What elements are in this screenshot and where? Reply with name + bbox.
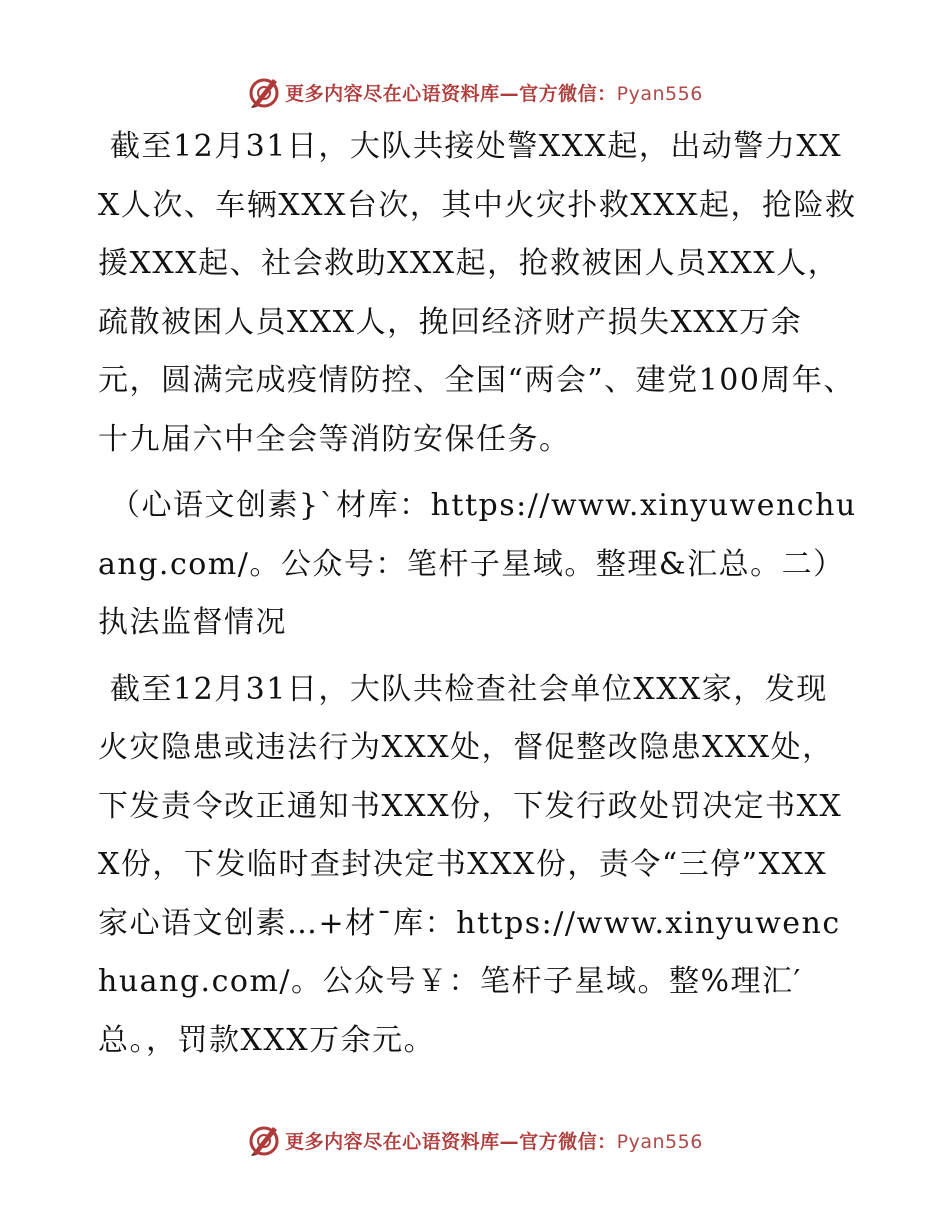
footer-wechat-handle: Pyan556 [616,1130,703,1153]
paragraph-section-heading: （心语文创素}`材库：https://www.xinyuwenchuang.com/。公众号：笔杆子星域。整理&汇总。二）执法监督情况 [98,488,857,640]
paragraph-alarm-response: 截至12月31日，大队共接处警XXX起，出动警力XXX人次、车辆XXX台次，其中火灾扑救XXX起，抢险救援XXX起、社会救助XXX起，抢救被困人员XXX人，疏散被困人员XXX人，挽回经济财产损失XXX万余元，圆满完成疫情防控、全国“两会”、建党100周年、十九届六中全会等消防安保任务。 [98,129,857,457]
header-banner-text: 更多内容尽在心语资料库—官方微信：Pyan556 [285,82,703,105]
header-wechat-handle: Pyan556 [616,82,703,105]
pen-circle-logo-icon [247,1123,281,1157]
paragraph-enforcement: 截至12月31日，大队共检查社会单位XXX家，发现火灾隐患或违法行为XXX处，督促整改隐患XXX处，下发责令改正通知书XXX份，下发行政处罚决定书XXX份，下发临时查封决定书XXX份，责令“三停”XXX家心语文创素…+材¯库：https://www.xinyuwenchuang.com/。公众号￥：笔杆子星域。整%理汇′总。，罚款XXX万余元。 [98,671,843,1058]
footer-banner-text: 更多内容尽在心语资料库—官方微信：Pyan556 [285,1130,703,1153]
pen-circle-logo-icon [247,75,281,109]
footer-banner [0,1120,950,1160]
document-body [98,118,858,1078]
header-banner [0,72,950,112]
